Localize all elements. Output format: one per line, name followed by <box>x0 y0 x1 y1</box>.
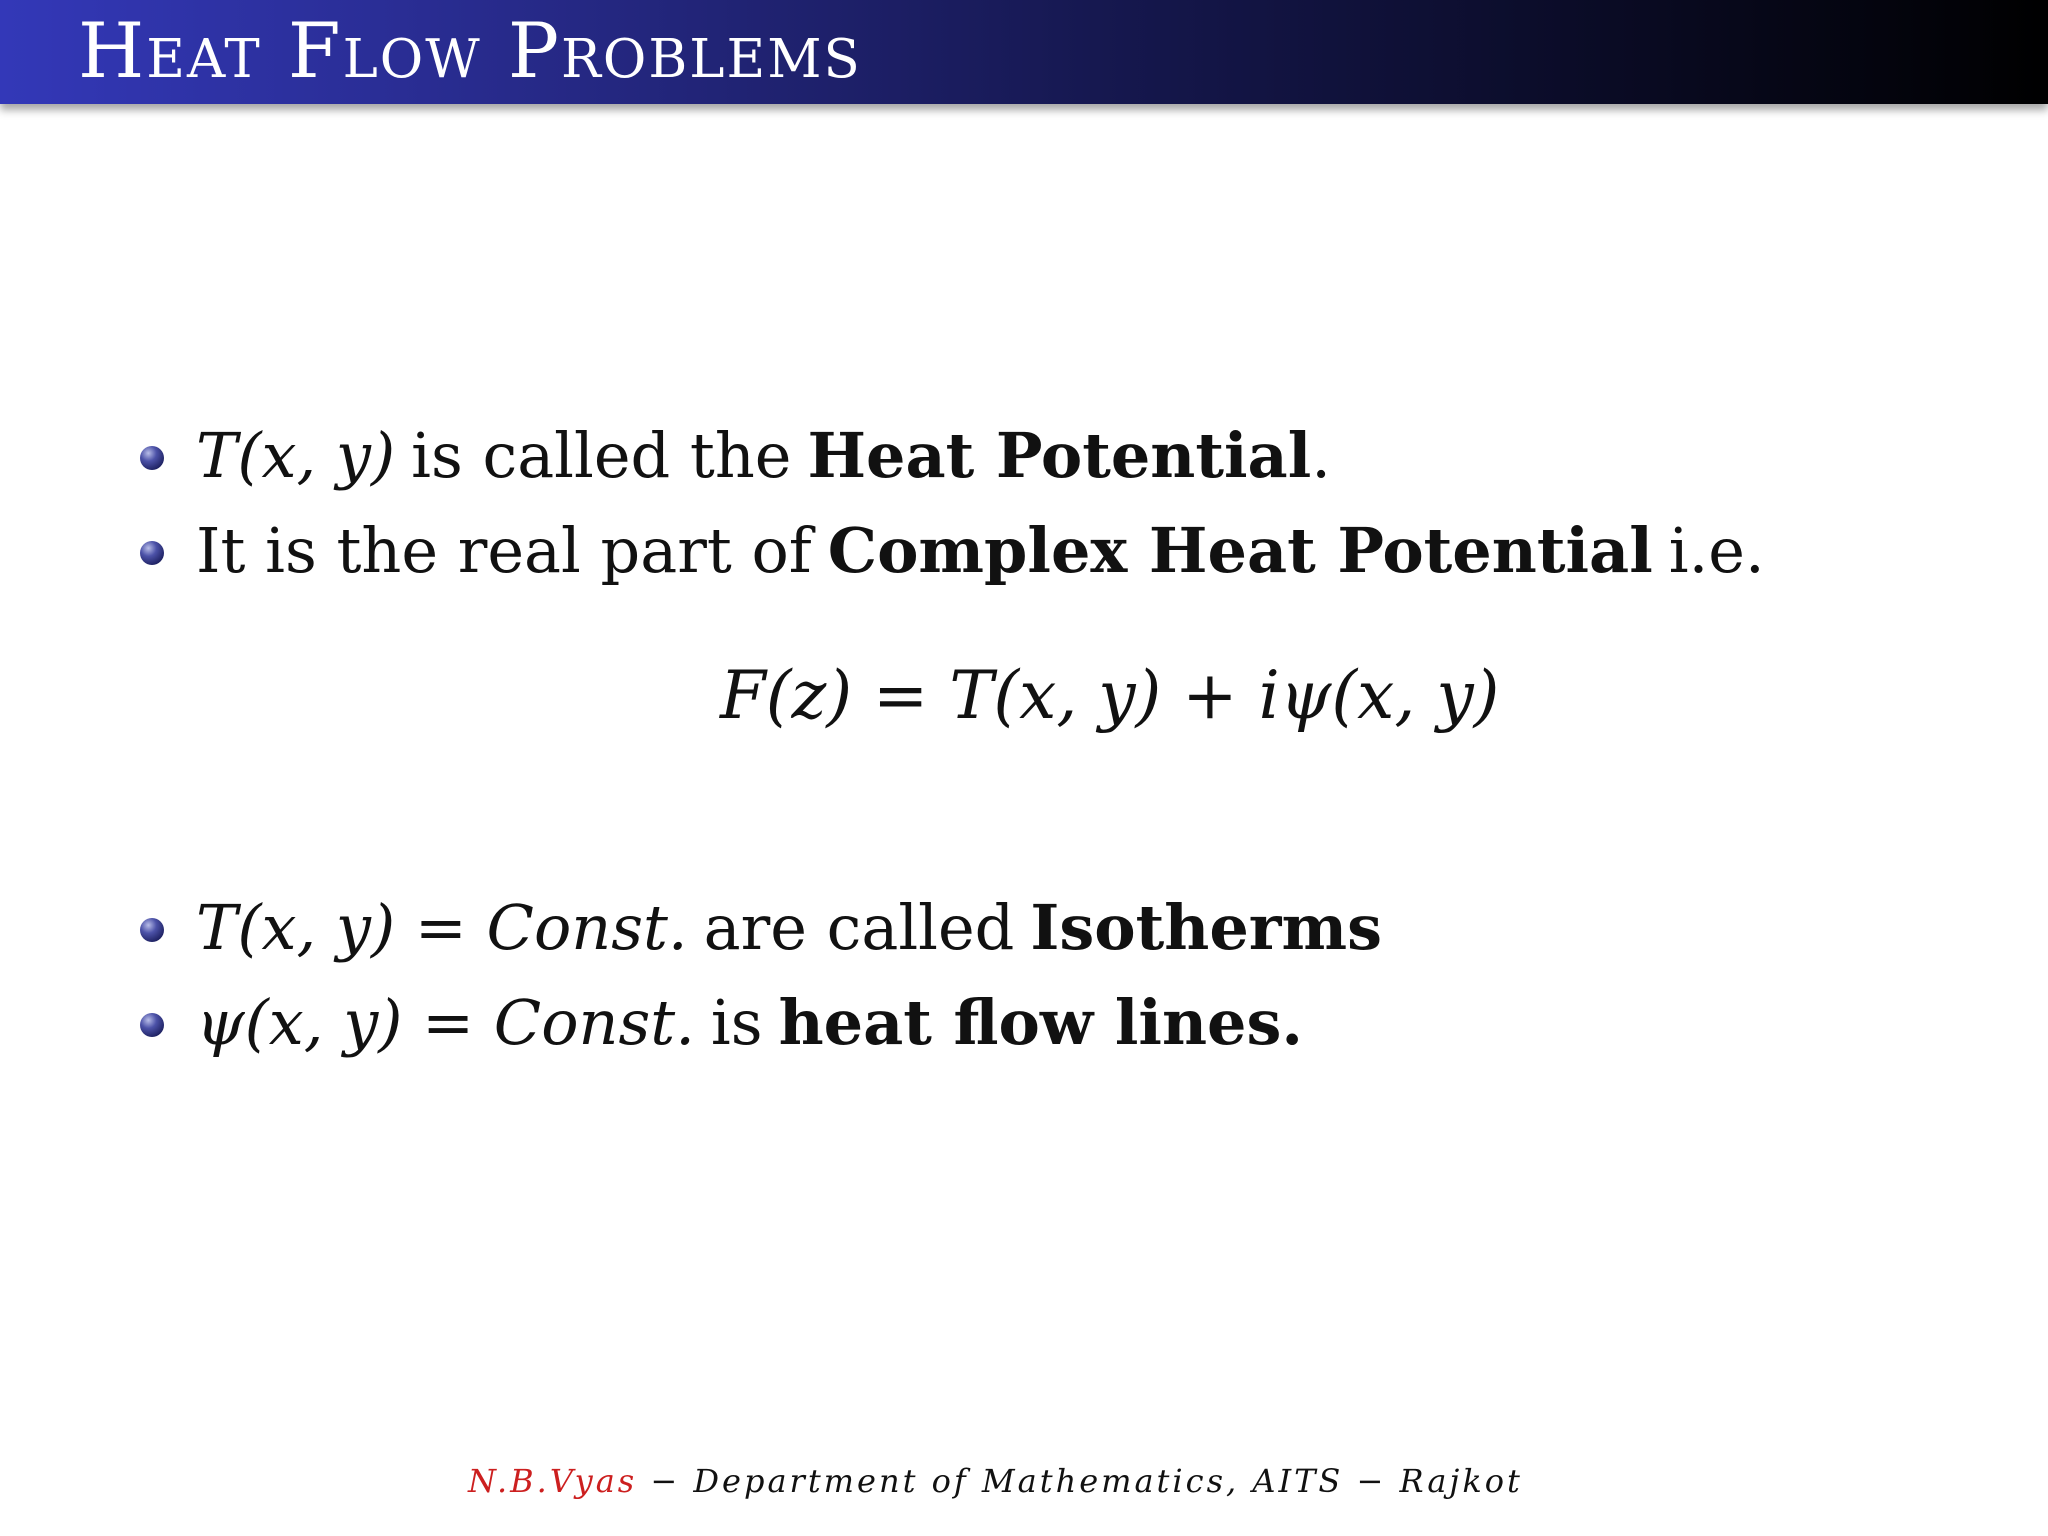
bullet-bold-term: heat flow lines. <box>778 985 1303 1059</box>
bullet-text: are called <box>703 890 1015 964</box>
bullet-math: T(x, y) <box>196 418 396 492</box>
title-bar <box>0 0 2048 104</box>
bullet-text: is <box>710 985 763 1059</box>
bullet-text: It is the real part of <box>196 513 812 587</box>
footer-affiliation: − Department of Mathematics, AITS − Rajkot <box>637 1462 1523 1500</box>
bullet-item-isotherms <box>140 882 1382 972</box>
bullet-icon <box>140 918 164 942</box>
bullet-icon <box>140 541 164 565</box>
bullet-bold-term: Isotherms <box>1030 890 1382 964</box>
complex-potential-equation: F(z) = T(x, y) + iψ(x, y) <box>720 656 1500 734</box>
bullet-text: is called the <box>411 418 792 492</box>
bullet-math: ψ(x, y) = Const. <box>196 985 695 1059</box>
slide-title: Heat Flow Problems <box>78 6 862 95</box>
bullet-bold-term: Complex Heat Potential <box>827 513 1653 587</box>
bullet-item-complex-potential <box>140 505 1765 595</box>
bullet-item-heat-potential <box>140 410 1331 500</box>
bullet-suffix: . <box>1311 418 1331 492</box>
bullet-icon <box>140 446 164 470</box>
bullet-math: T(x, y) = Const. <box>196 890 688 964</box>
bullet-item-heat-flow-lines <box>140 977 1303 1067</box>
slide-footer <box>468 1462 1523 1500</box>
bullet-icon <box>140 1013 164 1037</box>
footer-author: N.B.Vyas <box>468 1462 638 1500</box>
bullet-suffix: i.e. <box>1668 513 1765 587</box>
bullet-bold-term: Heat Potential <box>807 418 1312 492</box>
